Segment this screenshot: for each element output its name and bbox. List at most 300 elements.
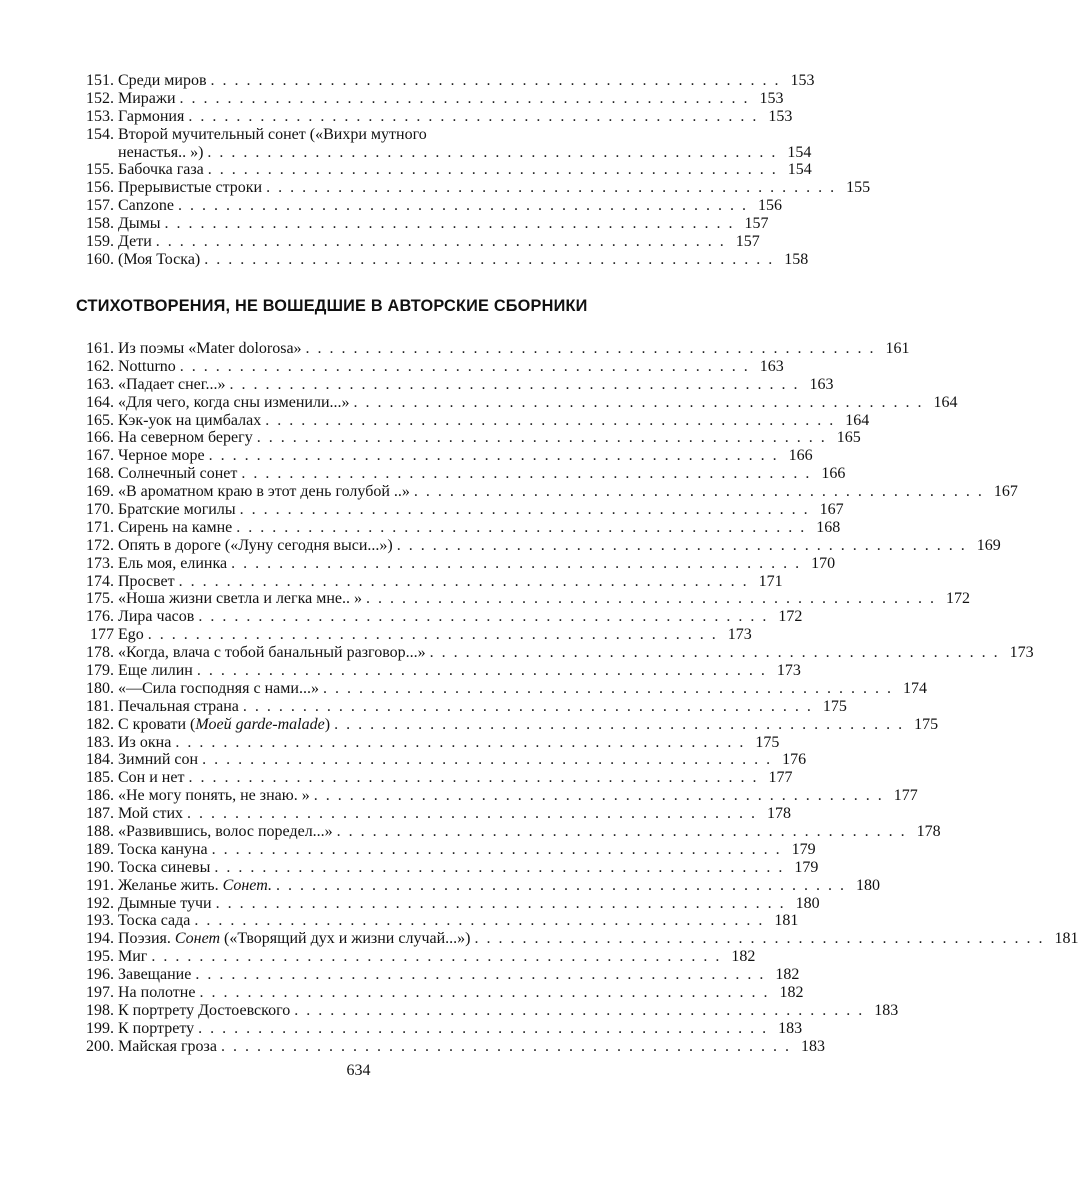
- entry-number: 198.: [86, 1001, 114, 1019]
- entry-number: 159.: [86, 233, 114, 250]
- entry-title: [118, 179, 262, 197]
- entry-title-text: «Развившись, волос поредел...»: [118, 823, 333, 841]
- entry-page: 154: [787, 143, 812, 161]
- entry-number: 162.: [86, 357, 114, 375]
- dot-leader: [198, 1020, 768, 1038]
- entry-title: [118, 590, 362, 608]
- entry-title-text: «В ароматном краю в этот день голубой ..»: [118, 483, 410, 501]
- entry-title-text: Сирень на камне: [118, 518, 233, 536]
- entry-page: 167: [819, 501, 844, 518]
- entry-title-continued: ненастья.. »): [118, 143, 204, 161]
- dot-leader: [207, 144, 777, 162]
- toc-entry: [76, 930, 1078, 948]
- entry-page: 178: [916, 823, 941, 841]
- entry-number: 180.: [86, 679, 114, 697]
- entry-number: 173.: [86, 554, 114, 572]
- entry-title: [118, 1002, 290, 1020]
- entry-page: 168: [816, 518, 841, 536]
- entry-number: 158.: [86, 215, 114, 233]
- entry-title: [118, 662, 193, 680]
- toc-entry: [76, 840, 816, 859]
- entry-title: [118, 161, 204, 179]
- entry-title-after: ): [324, 715, 331, 733]
- entry-number: 194.: [86, 930, 114, 948]
- dot-leader: [148, 626, 718, 644]
- dot-leader: [430, 644, 1000, 662]
- entry-title: [118, 698, 239, 716]
- toc-entry: [76, 357, 784, 376]
- toc-entry: [76, 411, 870, 430]
- entry-title: [118, 805, 183, 823]
- entry-page: 183: [800, 1037, 825, 1055]
- dot-leader: [397, 537, 967, 555]
- entry-page: 182: [775, 966, 800, 984]
- dot-leader: [187, 805, 757, 823]
- dot-leader: [243, 698, 813, 716]
- entry-title-text: Мой стих: [118, 805, 184, 823]
- entry-title: [118, 447, 205, 465]
- entry-title: [118, 769, 184, 787]
- dot-leader: [178, 197, 748, 215]
- section-heading: СТИХОТВОРЕНИЯ, НЕ ВОШЕДШИЕ В АВТОРСКИЕ СБОРНИКИ: [76, 297, 588, 315]
- entry-title-text: Ель моя, елинка: [118, 554, 228, 572]
- entry-title-text: Тоска синевы: [118, 858, 211, 876]
- entry-page: 181: [774, 912, 799, 930]
- entry-title: [118, 555, 227, 573]
- entry-title-text: Майская гроза: [118, 1037, 217, 1055]
- entry-title-text: Второй мучительный сонет («Вихри мутного: [118, 125, 427, 143]
- entry-title: [118, 72, 207, 90]
- entry-number: 174.: [86, 572, 114, 590]
- entry-title: [118, 841, 208, 859]
- dot-leader: [156, 233, 726, 251]
- entry-title-italic: Моей garde-malade: [195, 715, 325, 733]
- entry-page: 153: [790, 71, 815, 89]
- dot-leader: [314, 787, 884, 805]
- entry-number: 151.: [86, 71, 114, 89]
- toc-entry: [76, 161, 812, 179]
- toc-entry: [76, 715, 939, 734]
- entry-title-text: Тоска сада: [118, 912, 191, 930]
- toc-entry: [76, 71, 815, 90]
- entry-title: [118, 108, 184, 126]
- entry-number: 168.: [86, 465, 114, 483]
- entry-number: 172.: [86, 536, 114, 554]
- entry-title: [118, 680, 319, 698]
- entry-page: 173: [1009, 644, 1034, 662]
- entry-title: [118, 912, 190, 930]
- entry-title-text: «Когда, влача с тобой банальный разговор...»: [118, 644, 426, 662]
- entry-number: 188.: [86, 823, 114, 841]
- toc-entry: [76, 608, 803, 626]
- entry-number: 170.: [86, 501, 114, 518]
- entry-title-text: К портрету Достоевского: [118, 1001, 291, 1019]
- entry-title-text: Дымы: [118, 215, 161, 233]
- entry-title-text: Солнечный сонет: [118, 465, 238, 483]
- entry-title: [118, 233, 152, 251]
- toc-entry: [76, 894, 820, 913]
- entry-page: 169: [976, 536, 1001, 554]
- entry-number: 184.: [86, 751, 114, 769]
- entry-title-text: Кэк-уок на цимбалах: [118, 411, 262, 429]
- entry-title: [118, 537, 393, 555]
- entry-number: 154.: [86, 125, 114, 143]
- dot-leader: [180, 358, 750, 376]
- entry-number: 186.: [86, 787, 114, 805]
- entry-page: 177: [893, 787, 918, 805]
- entry-number: 175.: [86, 590, 114, 608]
- entry-title-text: Братские могилы: [118, 501, 236, 518]
- dot-leader: [198, 608, 768, 626]
- entry-title: [118, 859, 210, 877]
- entry-page: 163: [759, 357, 784, 375]
- entry-title: [118, 412, 261, 430]
- entry-title-text: Поэзия.: [118, 930, 175, 948]
- entry-page: 156: [757, 197, 782, 215]
- toc-entry: [76, 733, 780, 752]
- entry-title-text: Бабочка газа: [118, 161, 204, 179]
- toc-entry: [76, 339, 910, 358]
- entry-title-text: «Не могу понять, не знаю. »: [118, 787, 310, 805]
- entry-title: [118, 126, 427, 144]
- toc-entry: [76, 626, 752, 644]
- entry-title-text: Опять в дороге («Луну сегодня выси...»): [118, 536, 393, 554]
- entry-title-text: Сон и нет: [118, 769, 185, 787]
- toc-entry: [76, 805, 792, 823]
- entry-number: 199.: [86, 1019, 114, 1037]
- entry-title-text: С кровати (: [118, 715, 196, 733]
- entry-page: 167: [993, 483, 1018, 501]
- entry-page: 166: [788, 447, 813, 465]
- entry-title: [118, 751, 198, 769]
- entry-title: [118, 608, 194, 626]
- dot-leader: [474, 930, 1044, 948]
- dot-leader: [337, 823, 907, 841]
- entry-number: 164.: [86, 393, 114, 411]
- dot-leader: [188, 769, 758, 787]
- entry-title-text: Ego: [118, 626, 144, 644]
- entry-number: 183.: [86, 733, 114, 751]
- entry-title: [118, 376, 226, 394]
- entry-title-text: Среди миров: [118, 71, 207, 89]
- entry-page: 172: [946, 590, 971, 608]
- entry-number: 181.: [86, 697, 114, 715]
- entry-title: [118, 626, 144, 644]
- toc-entry: [76, 948, 756, 966]
- dot-leader: [175, 734, 745, 752]
- dot-leader: [151, 948, 721, 966]
- toc-entry: [76, 1001, 899, 1020]
- entry-title: [118, 519, 232, 537]
- dot-leader: [216, 895, 786, 913]
- entry-number: 179.: [86, 662, 114, 680]
- entry-page: 170: [811, 554, 836, 572]
- entry-title-text: К портрету: [118, 1019, 195, 1037]
- toc-entry: [76, 126, 638, 144]
- entry-title-text: Canzone: [118, 197, 174, 215]
- dot-leader: [414, 483, 984, 501]
- toc-entry: [76, 554, 836, 573]
- entry-title: [118, 394, 350, 412]
- toc-entry: [76, 590, 971, 608]
- entry-title: [118, 483, 410, 501]
- entry-title: [118, 930, 470, 948]
- entry-number: 155.: [86, 161, 114, 179]
- page-number: 634: [346, 1062, 371, 1079]
- dot-leader: [241, 465, 811, 483]
- entry-title-text: Гармония: [118, 107, 185, 125]
- entry-page: 173: [776, 662, 801, 680]
- toc-entry: [76, 787, 918, 805]
- toc-entry-continuation: [76, 143, 812, 162]
- entry-number: 200.: [86, 1037, 114, 1055]
- entry-page: 172: [778, 608, 803, 626]
- entry-number: 161.: [86, 339, 114, 357]
- entry-number: 192.: [86, 894, 114, 912]
- entry-page: 157: [735, 233, 760, 250]
- entry-page: 164: [845, 411, 870, 429]
- dot-leader: [266, 179, 836, 197]
- toc-entry: [76, 966, 800, 984]
- entry-title: [118, 429, 253, 447]
- toc-entry: [76, 1019, 803, 1038]
- dot-leader: [195, 966, 765, 984]
- toc-entry: [76, 375, 834, 394]
- entry-title-text: Из окна: [118, 733, 172, 751]
- entry-page: 174: [902, 679, 927, 697]
- entry-number: 177: [90, 626, 114, 644]
- entry-number: 196.: [86, 966, 114, 984]
- dot-leader: [165, 215, 735, 233]
- dot-leader: [212, 841, 782, 859]
- entry-title-text: «Ноша жизни светла и легка мне.. »: [118, 590, 363, 608]
- entry-title-text: Миг: [118, 948, 148, 966]
- toc-entry: [76, 447, 813, 465]
- entry-title-text: Еще лилин: [118, 662, 193, 680]
- entry-page: 180: [795, 894, 820, 912]
- entry-page: 153: [768, 107, 793, 125]
- dot-leader: [221, 1038, 791, 1056]
- toc-entry: [76, 501, 844, 519]
- entry-number: 152.: [86, 89, 114, 107]
- entry-page: 182: [731, 948, 756, 966]
- dot-leader: [354, 394, 924, 412]
- entry-title-text: Из поэмы «Mater dolorosa»: [118, 339, 302, 357]
- dot-leader: [230, 376, 800, 394]
- entry-page: 183: [778, 1019, 803, 1037]
- entry-page: 175: [755, 733, 780, 751]
- entry-title: [118, 966, 191, 984]
- entry-title-text: На полотне: [118, 984, 196, 1002]
- entry-title-text: Желанье жить.: [118, 876, 223, 894]
- toc-entry: [76, 876, 880, 895]
- dot-leader: [179, 573, 749, 591]
- toc-entry: [76, 107, 793, 126]
- entry-number: 166.: [86, 429, 114, 447]
- entry-page: 177: [768, 769, 793, 787]
- entry-title-text: Просвет: [118, 572, 175, 590]
- entry-page: 179: [791, 840, 816, 858]
- toc-entry: [76, 823, 941, 841]
- toc-entry: [76, 912, 799, 931]
- toc-entry: [76, 984, 804, 1002]
- entry-title-text: Тоска кануна: [118, 840, 208, 858]
- dot-leader: [209, 447, 779, 465]
- entry-title: [118, 877, 272, 895]
- entry-title: [118, 465, 237, 483]
- entry-number: 153.: [86, 107, 114, 125]
- entry-page: 182: [779, 984, 804, 1002]
- entry-title: [118, 948, 147, 966]
- toc-entry: [76, 197, 782, 215]
- dot-leader: [208, 161, 778, 179]
- entry-page: 175: [914, 715, 939, 733]
- entry-title: [118, 90, 176, 108]
- dot-leader: [199, 984, 769, 1002]
- toc-entry: [76, 697, 847, 716]
- entry-number: 176.: [86, 608, 114, 626]
- entry-number: 169.: [86, 483, 114, 501]
- entry-title: [118, 573, 175, 591]
- entry-title-text: Черное море: [118, 447, 205, 465]
- entry-title-text: На северном берегу: [118, 429, 253, 447]
- entry-title-text: Завещание: [118, 966, 192, 984]
- dot-leader: [323, 680, 893, 698]
- toc-entry: [76, 751, 807, 769]
- entry-number: 197.: [86, 984, 114, 1002]
- dot-leader: [197, 662, 767, 680]
- dot-leader: [257, 429, 827, 447]
- toc-entry: [76, 429, 861, 447]
- dot-leader: [211, 72, 781, 90]
- dot-leader: [240, 501, 810, 519]
- entry-title-text: «—Сила господняя с нами...»: [118, 679, 319, 697]
- dot-leader: [366, 590, 936, 608]
- entry-title-text: Notturno: [118, 357, 176, 375]
- entry-page: 157: [744, 215, 769, 233]
- entry-title: [118, 215, 161, 233]
- toc-entry: [76, 465, 846, 483]
- entry-title: [118, 197, 174, 215]
- dot-leader: [231, 555, 801, 573]
- entry-number: 185.: [86, 769, 114, 787]
- entry-page: 158: [784, 250, 809, 268]
- entry-page: 171: [758, 572, 783, 590]
- toc-entry: [76, 644, 1034, 662]
- dot-leader: [294, 1002, 864, 1020]
- entry-title: [118, 716, 330, 734]
- entry-page: 173: [727, 626, 752, 644]
- entry-title: [118, 1020, 194, 1038]
- toc-entry: [76, 483, 1018, 501]
- entry-page: 164: [933, 393, 958, 411]
- entry-number: 160.: [86, 250, 114, 268]
- entry-page: 175: [822, 697, 847, 715]
- entry-number: 157.: [86, 197, 114, 215]
- entry-number: 187.: [86, 805, 114, 823]
- entry-title-text: Дымные тучи: [118, 894, 212, 912]
- entry-page: 183: [874, 1001, 899, 1019]
- dot-leader: [306, 340, 876, 358]
- toc-entry: [76, 662, 801, 680]
- entry-title: [118, 823, 333, 841]
- entry-title-text: (Моя Тоска): [118, 250, 201, 268]
- entry-number: 165.: [86, 411, 114, 429]
- entry-page: 165: [836, 429, 861, 447]
- entry-title-text: Лира часов: [118, 608, 195, 626]
- dot-leader: [194, 912, 764, 930]
- toc-entry: [76, 250, 809, 269]
- entry-title-text: Печальная страна: [118, 697, 239, 715]
- entry-title: [118, 340, 302, 358]
- dot-leader: [236, 519, 806, 537]
- toc-section-1: [76, 71, 871, 269]
- entry-number: 193.: [86, 912, 114, 930]
- dot-leader: [276, 877, 846, 895]
- entry-page: 180: [855, 876, 880, 894]
- entry-title: [118, 251, 200, 269]
- entry-title: [118, 1038, 217, 1056]
- entry-title-after: («Творящий дух и жизни случай...»): [220, 930, 471, 948]
- entry-title: [118, 644, 426, 662]
- entry-title: [118, 734, 171, 752]
- toc-entry: [76, 518, 841, 537]
- dot-leader: [214, 859, 784, 877]
- entry-title: [118, 895, 212, 913]
- toc-entry: [76, 393, 958, 412]
- toc-section-2: [76, 339, 1078, 1056]
- toc-entry: [76, 769, 793, 787]
- dot-leader: [188, 108, 758, 126]
- entry-number: 163.: [86, 375, 114, 393]
- entry-page: 179: [794, 858, 819, 876]
- toc-entry: [76, 179, 871, 197]
- dot-leader: [334, 716, 904, 734]
- entry-title: [118, 787, 310, 805]
- entry-title-text: Дети: [118, 233, 152, 250]
- entry-page: 166: [821, 465, 846, 483]
- entry-number: 171.: [86, 518, 114, 536]
- toc-entry: [76, 233, 760, 251]
- entry-page: 178: [767, 805, 792, 823]
- toc-entry: [76, 679, 927, 698]
- entry-number: 190.: [86, 858, 114, 876]
- entry-page: 155: [846, 179, 871, 197]
- entry-title: [118, 358, 176, 376]
- toc-entry: [76, 572, 783, 591]
- toc-entry: [76, 858, 819, 877]
- entry-number: 191.: [86, 876, 114, 894]
- entry-number: 189.: [86, 840, 114, 858]
- entry-page: 154: [787, 161, 812, 179]
- toc-entry: [76, 536, 1001, 555]
- entry-page: 181: [1054, 930, 1078, 948]
- entry-title-text: Зимний сон: [118, 751, 199, 769]
- entry-title-text: Миражи: [118, 89, 176, 107]
- entry-page: 163: [809, 375, 834, 393]
- dot-leader: [265, 412, 835, 430]
- dot-leader: [202, 751, 772, 769]
- entry-title-text: Прерывистые строки: [118, 179, 263, 197]
- entry-title: [118, 984, 195, 1002]
- dot-leader: [204, 251, 774, 269]
- entry-number: 195.: [86, 948, 114, 966]
- entry-page: 176: [782, 751, 807, 769]
- dot-leader: [180, 90, 750, 108]
- toc-entry: [76, 1037, 825, 1056]
- entry-page: 161: [885, 339, 910, 357]
- entry-page: 153: [759, 89, 784, 107]
